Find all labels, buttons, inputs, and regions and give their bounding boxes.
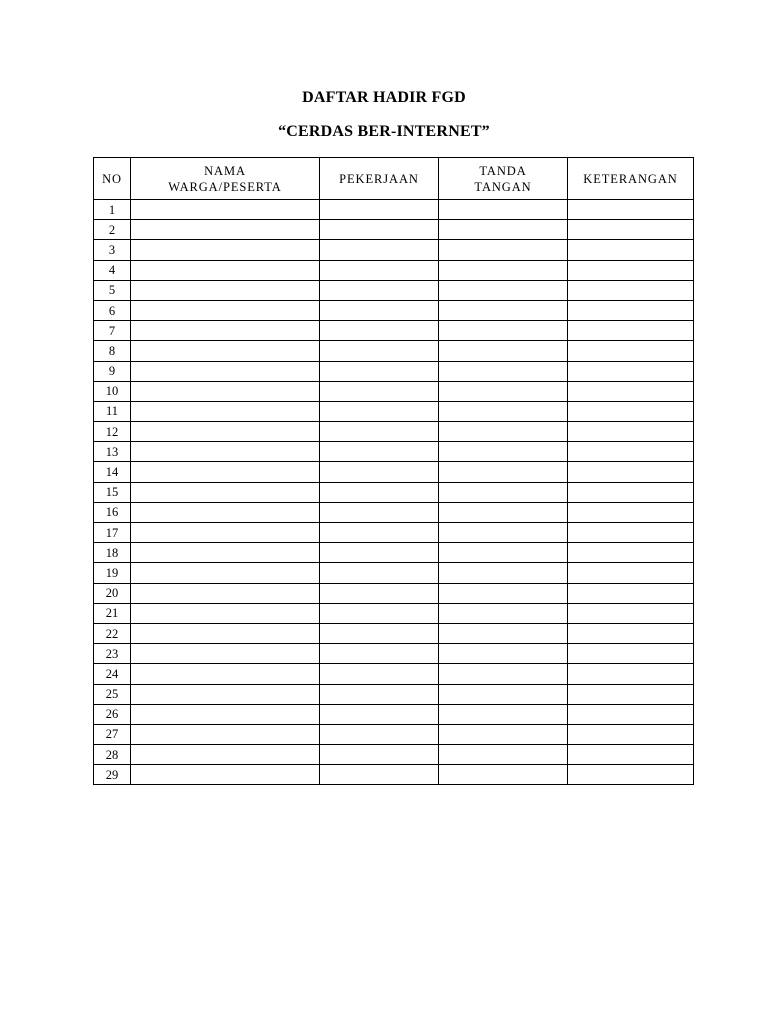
keterangan-cell[interactable] bbox=[568, 321, 694, 341]
table-row bbox=[94, 200, 694, 220]
pekerjaan-cell[interactable] bbox=[320, 704, 439, 724]
nama-cell[interactable] bbox=[131, 644, 320, 664]
keterangan-cell[interactable] bbox=[568, 704, 694, 724]
keterangan-cell[interactable] bbox=[568, 543, 694, 563]
row-number: 1 bbox=[94, 200, 131, 220]
keterangan-cell[interactable] bbox=[568, 664, 694, 684]
tanda-tangan-cell[interactable] bbox=[439, 664, 568, 684]
tanda-tangan-cell[interactable] bbox=[439, 482, 568, 502]
row-number: 20 bbox=[94, 583, 131, 603]
row-number: 2 bbox=[94, 220, 131, 240]
row-number: 12 bbox=[94, 422, 131, 442]
tanda-tangan-cell[interactable] bbox=[439, 462, 568, 482]
nama-cell[interactable] bbox=[131, 704, 320, 724]
nama-cell[interactable] bbox=[131, 664, 320, 684]
nama-cell[interactable] bbox=[131, 563, 320, 583]
pekerjaan-cell[interactable] bbox=[320, 482, 439, 502]
table-row bbox=[94, 442, 694, 462]
header-tanda-line2: TANGAN bbox=[474, 179, 532, 194]
nama-cell[interactable] bbox=[131, 482, 320, 502]
table-row bbox=[94, 462, 694, 482]
row-number: 29 bbox=[94, 765, 131, 785]
table-row bbox=[94, 220, 694, 240]
keterangan-cell[interactable] bbox=[568, 220, 694, 240]
table-row bbox=[94, 745, 694, 765]
table-row bbox=[94, 321, 694, 341]
keterangan-cell[interactable] bbox=[568, 462, 694, 482]
pekerjaan-cell[interactable] bbox=[320, 300, 439, 320]
row-number: 10 bbox=[94, 381, 131, 401]
tanda-tangan-cell[interactable] bbox=[439, 422, 568, 442]
nama-cell[interactable] bbox=[131, 381, 320, 401]
table-row bbox=[94, 523, 694, 543]
table-row bbox=[94, 563, 694, 583]
pekerjaan-cell[interactable] bbox=[320, 361, 439, 381]
tanda-tangan-cell[interactable] bbox=[439, 644, 568, 664]
keterangan-cell[interactable] bbox=[568, 724, 694, 744]
row-number: 9 bbox=[94, 361, 131, 381]
keterangan-cell[interactable] bbox=[568, 644, 694, 664]
tanda-tangan-cell[interactable] bbox=[439, 361, 568, 381]
nama-cell[interactable] bbox=[131, 220, 320, 240]
pekerjaan-cell[interactable] bbox=[320, 381, 439, 401]
row-number: 28 bbox=[94, 745, 131, 765]
nama-cell[interactable] bbox=[131, 603, 320, 623]
keterangan-cell[interactable] bbox=[568, 623, 694, 643]
keterangan-cell[interactable] bbox=[568, 260, 694, 280]
keterangan-cell[interactable] bbox=[568, 381, 694, 401]
row-number: 8 bbox=[94, 341, 131, 361]
table-row bbox=[94, 704, 694, 724]
nama-cell[interactable] bbox=[131, 200, 320, 220]
pekerjaan-cell[interactable] bbox=[320, 240, 439, 260]
nama-cell[interactable] bbox=[131, 724, 320, 744]
tanda-tangan-cell[interactable] bbox=[439, 200, 568, 220]
tanda-tangan-cell[interactable] bbox=[439, 260, 568, 280]
tanda-tangan-cell[interactable] bbox=[439, 280, 568, 300]
nama-cell[interactable] bbox=[131, 684, 320, 704]
pekerjaan-cell[interactable] bbox=[320, 543, 439, 563]
nama-cell[interactable] bbox=[131, 765, 320, 785]
nama-cell[interactable] bbox=[131, 240, 320, 260]
pekerjaan-cell[interactable] bbox=[320, 523, 439, 543]
table-row bbox=[94, 240, 694, 260]
keterangan-cell[interactable] bbox=[568, 745, 694, 765]
pekerjaan-cell[interactable] bbox=[320, 563, 439, 583]
keterangan-cell[interactable] bbox=[568, 200, 694, 220]
keterangan-cell[interactable] bbox=[568, 684, 694, 704]
document-title: DAFTAR HADIR FGD bbox=[302, 89, 466, 106]
nama-cell[interactable] bbox=[131, 341, 320, 361]
header-nama bbox=[131, 158, 320, 200]
header-tanda-line1: TANDA bbox=[479, 163, 527, 178]
nama-cell[interactable] bbox=[131, 442, 320, 462]
keterangan-cell[interactable] bbox=[568, 502, 694, 522]
row-number: 3 bbox=[94, 240, 131, 260]
table-row bbox=[94, 422, 694, 442]
pekerjaan-cell[interactable] bbox=[320, 321, 439, 341]
table-row bbox=[94, 684, 694, 704]
header-no: NO bbox=[94, 158, 131, 200]
table-row bbox=[94, 401, 694, 421]
row-number: 24 bbox=[94, 664, 131, 684]
tanda-tangan-cell[interactable] bbox=[439, 341, 568, 361]
keterangan-cell[interactable] bbox=[568, 603, 694, 623]
pekerjaan-cell[interactable] bbox=[320, 502, 439, 522]
keterangan-cell[interactable] bbox=[568, 583, 694, 603]
table-row bbox=[94, 381, 694, 401]
pekerjaan-cell[interactable] bbox=[320, 765, 439, 785]
table-row bbox=[94, 260, 694, 280]
pekerjaan-cell[interactable] bbox=[320, 280, 439, 300]
keterangan-cell[interactable] bbox=[568, 280, 694, 300]
keterangan-cell[interactable] bbox=[568, 765, 694, 785]
row-number: 5 bbox=[94, 280, 131, 300]
header-tanda-tangan bbox=[439, 158, 568, 200]
tanda-tangan-cell[interactable] bbox=[439, 240, 568, 260]
table-row bbox=[94, 341, 694, 361]
keterangan-cell[interactable] bbox=[568, 361, 694, 381]
nama-cell[interactable] bbox=[131, 523, 320, 543]
nama-cell[interactable] bbox=[131, 361, 320, 381]
tanda-tangan-cell[interactable] bbox=[439, 745, 568, 765]
row-number: 15 bbox=[94, 482, 131, 502]
nama-cell[interactable] bbox=[131, 502, 320, 522]
table-row bbox=[94, 623, 694, 643]
attendance-table bbox=[93, 157, 694, 785]
tanda-tangan-cell[interactable] bbox=[439, 704, 568, 724]
row-number: 18 bbox=[94, 543, 131, 563]
nama-cell[interactable] bbox=[131, 462, 320, 482]
tanda-tangan-cell[interactable] bbox=[439, 220, 568, 240]
pekerjaan-cell[interactable] bbox=[320, 200, 439, 220]
row-number: 4 bbox=[94, 260, 131, 280]
row-number: 21 bbox=[94, 603, 131, 623]
nama-cell[interactable] bbox=[131, 623, 320, 643]
pekerjaan-cell[interactable] bbox=[320, 724, 439, 744]
row-number: 26 bbox=[94, 704, 131, 724]
nama-cell[interactable] bbox=[131, 583, 320, 603]
nama-cell[interactable] bbox=[131, 401, 320, 421]
row-number: 16 bbox=[94, 502, 131, 522]
tanda-tangan-cell[interactable] bbox=[439, 684, 568, 704]
tanda-tangan-cell[interactable] bbox=[439, 381, 568, 401]
header-pekerjaan: PEKERJAAN bbox=[320, 158, 439, 200]
row-number: 23 bbox=[94, 644, 131, 664]
tanda-tangan-cell[interactable] bbox=[439, 442, 568, 462]
tanda-tangan-cell[interactable] bbox=[439, 543, 568, 563]
nama-cell[interactable] bbox=[131, 321, 320, 341]
nama-cell[interactable] bbox=[131, 260, 320, 280]
row-number: 11 bbox=[94, 401, 131, 421]
table-row bbox=[94, 502, 694, 522]
tanda-tangan-cell[interactable] bbox=[439, 300, 568, 320]
pekerjaan-cell[interactable] bbox=[320, 664, 439, 684]
tanda-tangan-cell[interactable] bbox=[439, 401, 568, 421]
header-keterangan: KETERANGAN bbox=[568, 158, 694, 200]
pekerjaan-cell[interactable] bbox=[320, 341, 439, 361]
table-row bbox=[94, 482, 694, 502]
nama-cell[interactable] bbox=[131, 280, 320, 300]
table-row bbox=[94, 543, 694, 563]
nama-cell[interactable] bbox=[131, 300, 320, 320]
document-subtitle: “CERDAS BER-INTERNET” bbox=[278, 123, 490, 140]
tanda-tangan-cell[interactable] bbox=[439, 724, 568, 744]
pekerjaan-cell[interactable] bbox=[320, 462, 439, 482]
tanda-tangan-cell[interactable] bbox=[439, 523, 568, 543]
keterangan-cell[interactable] bbox=[568, 523, 694, 543]
keterangan-cell[interactable] bbox=[568, 240, 694, 260]
table-row bbox=[94, 603, 694, 623]
row-number: 27 bbox=[94, 724, 131, 744]
row-number: 22 bbox=[94, 623, 131, 643]
table-body bbox=[94, 200, 694, 785]
keterangan-cell[interactable] bbox=[568, 341, 694, 361]
keterangan-cell[interactable] bbox=[568, 401, 694, 421]
tanda-tangan-cell[interactable] bbox=[439, 603, 568, 623]
tanda-tangan-cell[interactable] bbox=[439, 321, 568, 341]
pekerjaan-cell[interactable] bbox=[320, 260, 439, 280]
pekerjaan-cell[interactable] bbox=[320, 583, 439, 603]
table-row bbox=[94, 644, 694, 664]
table-row bbox=[94, 724, 694, 744]
keterangan-cell[interactable] bbox=[568, 482, 694, 502]
nama-cell[interactable] bbox=[131, 422, 320, 442]
row-number: 13 bbox=[94, 442, 131, 462]
keterangan-cell[interactable] bbox=[568, 300, 694, 320]
keterangan-cell[interactable] bbox=[568, 563, 694, 583]
table-row bbox=[94, 583, 694, 603]
table-header-row bbox=[94, 158, 694, 200]
row-number: 19 bbox=[94, 563, 131, 583]
pekerjaan-cell[interactable] bbox=[320, 401, 439, 421]
pekerjaan-cell[interactable] bbox=[320, 422, 439, 442]
tanda-tangan-cell[interactable] bbox=[439, 623, 568, 643]
pekerjaan-cell[interactable] bbox=[320, 623, 439, 643]
header-nama-line2: WARGA/PESERTA bbox=[168, 179, 282, 194]
table-row bbox=[94, 361, 694, 381]
row-number: 14 bbox=[94, 462, 131, 482]
row-number: 6 bbox=[94, 300, 131, 320]
pekerjaan-cell[interactable] bbox=[320, 684, 439, 704]
tanda-tangan-cell[interactable] bbox=[439, 765, 568, 785]
tanda-tangan-cell[interactable] bbox=[439, 563, 568, 583]
pekerjaan-cell[interactable] bbox=[320, 745, 439, 765]
pekerjaan-cell[interactable] bbox=[320, 220, 439, 240]
keterangan-cell[interactable] bbox=[568, 422, 694, 442]
tanda-tangan-cell[interactable] bbox=[439, 583, 568, 603]
table-row bbox=[94, 765, 694, 785]
pekerjaan-cell[interactable] bbox=[320, 644, 439, 664]
pekerjaan-cell[interactable] bbox=[320, 603, 439, 623]
keterangan-cell[interactable] bbox=[568, 442, 694, 462]
header-nama-line1: NAMA bbox=[204, 163, 246, 178]
nama-cell[interactable] bbox=[131, 543, 320, 563]
row-number: 25 bbox=[94, 684, 131, 704]
table-row bbox=[94, 300, 694, 320]
row-number: 17 bbox=[94, 523, 131, 543]
pekerjaan-cell[interactable] bbox=[320, 442, 439, 462]
table-row bbox=[94, 280, 694, 300]
tanda-tangan-cell[interactable] bbox=[439, 502, 568, 522]
nama-cell[interactable] bbox=[131, 745, 320, 765]
row-number: 7 bbox=[94, 321, 131, 341]
table-row bbox=[94, 664, 694, 684]
